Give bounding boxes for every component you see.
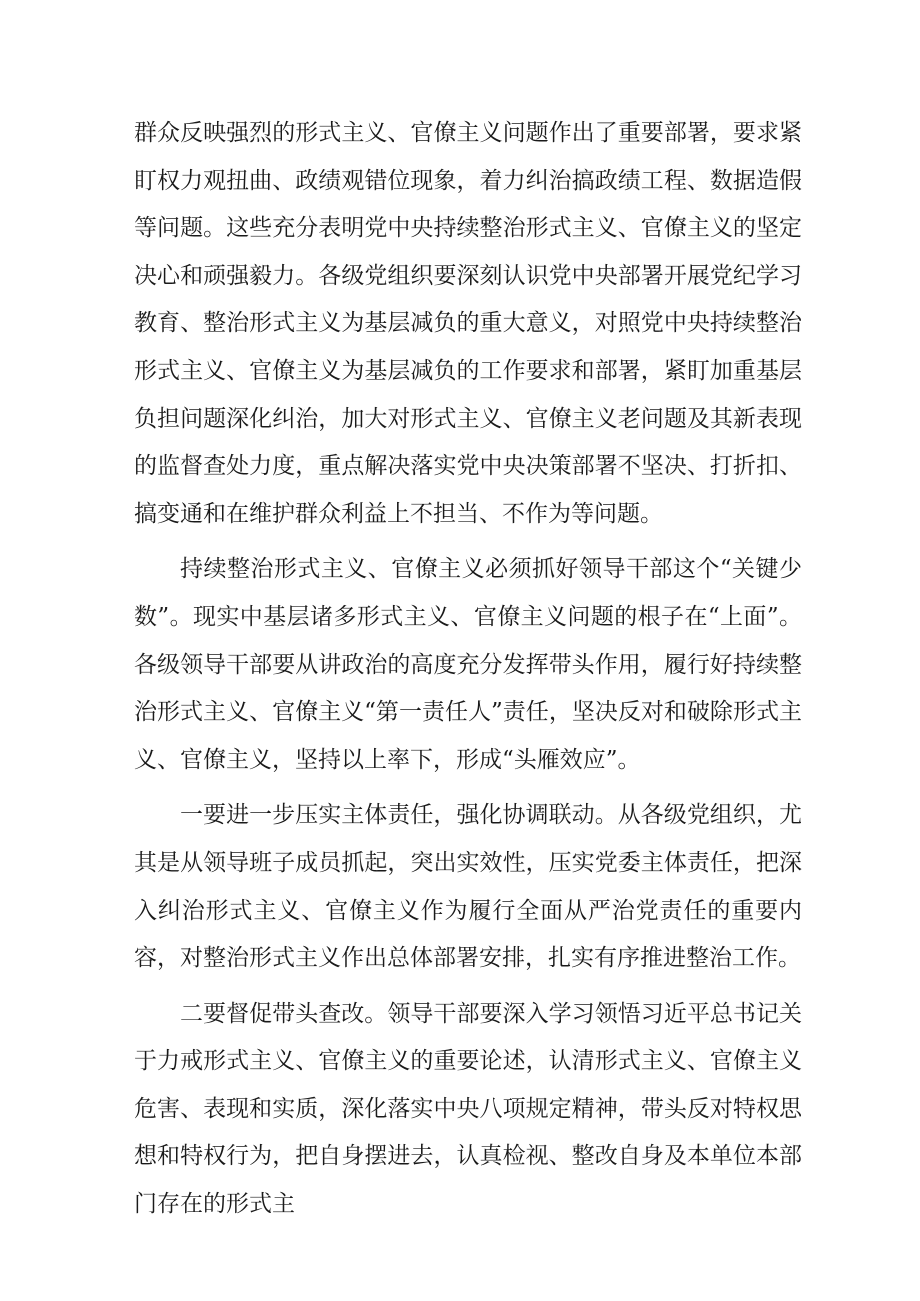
paragraph-3: 一要进一步压实主体责任，强化协调联动。从各级党组织，尤其是从领导班子成员抓起，突出实效性，压实党委主体责任，把深入纠治形式主义、官僚主义作为履行全面从严治党责任的重要内容，对整治形式主义作出总体部署安排，扎实有序推进整治工作。 xyxy=(134,802,802,972)
paragraph-2: 持续整治形式主义、官僚主义必须抓好领导干部这个“关键少数”。现实中基层诸多形式主义、官僚主义问题的根子在“上面”。各级领导干部要从讲政治的高度充分发挥带头作用，履行好持续整治形式主义、官僚主义“第一责任人”责任，坚决反对和破除形式主义、官僚主义，坚持以上率下，形成“头雁效应”。 xyxy=(134,556,802,773)
paragraph-4: 二要督促带头查改。领导干部要深入学习领悟习近平总书记关于力戒形式主义、官僚主义的重要论述，认清形式主义、官僚主义危害、表现和实质，深化落实中央八项规定精神，带头反对特权思想和特权行为，把自身摆进去，认真检视、整改自身及本单位本部门存在的形式主 xyxy=(134,1000,802,1218)
document-body xyxy=(134,110,802,1237)
paragraph-1: 群众反映强烈的形式主义、官僚主义问题作出了重要部署，要求紧盯权力观扭曲、政绩观错位现象，着力纠治搞政绩工程、数据造假等问题。这些充分表明党中央持续整治形式主义、官僚主义的坚定决心和顽强毅力。各级党组织要深刻认识党中央部署开展党纪学习教育、整治形式主义为基层减负的重大意义，对照党中央持续整治形式主义、官僚主义为基层减负的工作要求和部署，紧盯加重基层负担问题深化纠治，加大对形式主义、官僚主义老问题及其新表现的监督查处力度，重点解决落实党中央决策部署不坚决、打折扣、搞变通和在维护群众利益上不担当、不作为等问题。 xyxy=(134,120,802,527)
